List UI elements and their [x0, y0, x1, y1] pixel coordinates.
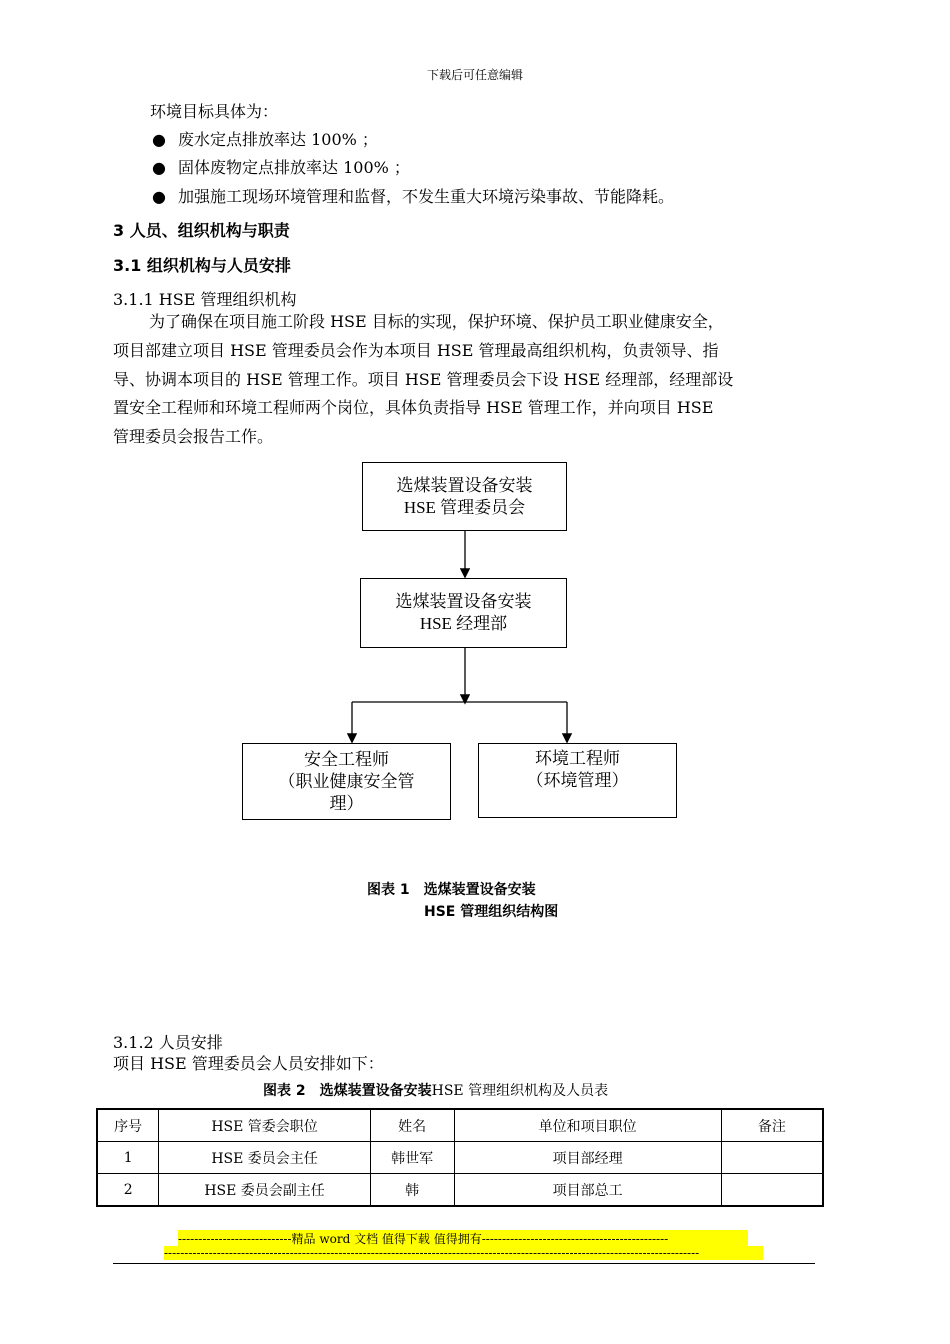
figure-2-caption	[263, 1080, 608, 1100]
org-box-line: 选煤装置设备安装	[395, 592, 532, 611]
table-header-cell: 姓名	[370, 1109, 454, 1142]
table-cell	[721, 1142, 823, 1174]
table-cell: 项目部总工	[454, 1174, 721, 1207]
paragraph-line: 为了确保在项目施工阶段 HSE 目标的实现，保护环境、保护员工职业健康安全，	[149, 312, 724, 331]
table-cell: HSE 委员会副主任	[159, 1174, 370, 1207]
org-box-environment-engineer	[478, 743, 677, 818]
env-goal-text: 固体废物定点排放率达 100% ；	[178, 158, 410, 177]
section-3-1-2-heading: 3.1.2 人员安排	[113, 1033, 223, 1052]
staff-table	[96, 1108, 824, 1207]
table-row	[97, 1142, 823, 1174]
org-box-line: HSE 经理部	[419, 614, 508, 633]
section-3-1-heading: 3.1 组织机构与人员安排	[113, 256, 291, 275]
org-box-line: HSE 管理委员会	[403, 497, 526, 517]
bullet-icon: ●	[152, 187, 166, 206]
table-header-cell: 单位和项目职位	[454, 1109, 721, 1142]
section-3-1-1-heading: 3.1.1 HSE 管理组织机构	[113, 290, 297, 309]
table-header-cell: 序号	[97, 1109, 159, 1142]
bullet-icon: ●	[152, 158, 166, 177]
paragraph-line: 导、协调本项目的 HSE 管理工作。项目 HSE 管理委员会下设 HSE 经理部，经理部设	[113, 370, 734, 389]
org-box-line: （职业健康安全管	[278, 771, 415, 791]
org-box-line: 理）	[329, 793, 364, 813]
footer-banner-line1: ----------------------------精品 word 文档 值得下载 值得拥有----------------------------------------------	[178, 1230, 748, 1247]
figure-2-caption-text: HSE 管理组织机构及人员表	[431, 1083, 609, 1099]
bullet-icon: ●	[152, 130, 166, 149]
paragraph-line: 管理委员会报告工作。	[113, 427, 274, 446]
staff-intro: 项目 HSE 管理委员会人员安排如下：	[113, 1054, 384, 1073]
env-goal-text: 加强施工现场环境管理和监督，不发生重大环境污染事故、节能降耗。	[178, 187, 675, 206]
paragraph-line: 项目部建立项目 HSE 管理委员会作为本项目 HSE 管理最高组织机构，负责领导、指	[113, 341, 719, 360]
org-box-line: （环境管理）	[526, 771, 629, 790]
table-cell: HSE 委员会主任	[159, 1142, 370, 1174]
table-cell: 2	[97, 1174, 159, 1207]
footer-rule	[113, 1263, 815, 1264]
table-cell	[721, 1174, 823, 1207]
table-cell: 1	[97, 1142, 159, 1174]
org-box-safety-engineer	[242, 743, 451, 820]
table-cell: 项目部经理	[454, 1142, 721, 1174]
figure-1-caption-line2: HSE 管理组织结构图	[424, 904, 559, 920]
table-row	[97, 1174, 823, 1207]
org-box-line: 安全工程师	[304, 749, 389, 769]
figure-2-caption-bold: 图表 2 选煤装置设备安装	[263, 1083, 432, 1099]
org-box-manager	[360, 578, 567, 648]
table-header-row	[97, 1109, 823, 1142]
env-goals-intro: 环境目标具体为：	[150, 102, 279, 121]
table-header-cell: 备注	[721, 1109, 823, 1142]
table-cell: 韩世军	[370, 1142, 454, 1174]
paragraph-line: 置安全工程师和环境工程师两个岗位，具体负责指导 HSE 管理工作，并向项目 HSE	[113, 398, 714, 417]
env-goal-text: 废水定点排放率达 100% ；	[178, 130, 378, 149]
org-box-line: 选煤装置设备安装	[396, 475, 533, 495]
page-header-note: 下载后可任意编辑	[426, 68, 523, 82]
table-header-cell: HSE 管委会职位	[159, 1109, 370, 1142]
section-3-heading: 3 人员、组织机构与职责	[113, 221, 290, 240]
footer-banner-line2: ------------------------------------------------------------------------------------------------------------------------------------	[164, 1246, 763, 1260]
org-box-line: 环境工程师	[535, 749, 620, 768]
table-cell: 韩	[370, 1174, 454, 1207]
org-box-committee	[362, 462, 567, 531]
figure-1-caption: 图表 1 选煤装置设备安装	[367, 882, 536, 898]
